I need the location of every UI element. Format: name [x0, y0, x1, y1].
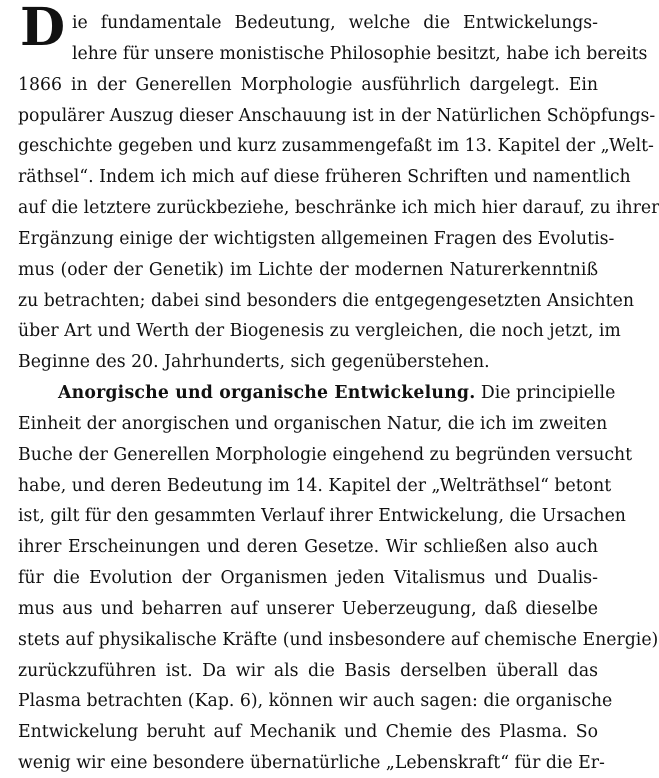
text-line: wenig wir eine besondere übernatürliche „Lebenskraft“ für die Er- [18, 753, 605, 773]
text-line: zu betrachten; dabei sind besonders die entgegengesetzten Ansichten [18, 291, 634, 311]
drop-cap: D [20, 0, 66, 58]
text-line: räthsel“. Indem ich mich auf diese früheren Schriften und namentlich [18, 167, 631, 187]
text-line: über Art und Werth der Biogenesis zu vergleichen, die noch jetzt, im [18, 321, 621, 341]
text-line: auf die letztere zurückbeziehe, beschränke ich mich hier darauf, zu ihrer [18, 198, 659, 218]
text-line: Entwickelung beruht auf Mechanik und Chemie des Plasma. So [18, 722, 598, 742]
text-line: Plasma betrachten (Kap. 6), können wir auch sagen: die organische [18, 691, 613, 711]
text-line: lehre für unsere monistische Philosophie besitzt, habe ich bereits [72, 44, 648, 64]
text-line: 1866 in der Generellen Morphologie ausführlich dargelegt. Ein [18, 75, 598, 95]
text-line: Einheit der anorgischen und organischen Natur, die ich im zweiten [18, 414, 608, 434]
text-line: Ergänzung einige der wichtigsten allgemeinen Fragen des Evolutis- [18, 229, 615, 249]
text-line: ie fundamentale Bedeutung, welche die Entwickelungs- [72, 13, 598, 33]
text-line: mus aus und beharren auf unserer Ueberzeugung, daß dieselbe [18, 599, 598, 619]
text-line: populärer Auszug dieser Anschauung ist in der Natürlichen Schöpfungs- [18, 106, 656, 126]
text-line: geschichte gegeben und kurz zusammengefaßt im 13. Kapitel der „Welt- [18, 136, 654, 156]
text-line: für die Evolution der Organismen jeden Vitalismus und Dualis- [18, 568, 598, 588]
section-heading: Anorgische und organische Entwickelung. [58, 383, 476, 403]
text-line: Buche der Generellen Morphologie eingehend zu begründen versucht [18, 445, 633, 465]
text-line: ihrer Erscheinungen und deren Gesetze. Wir schließen also auch [18, 537, 598, 557]
text-line: ist, gilt für den gesammten Verlauf ihrer Entwickelung, die Ursachen [18, 506, 626, 526]
section-heading-line: Anorgische und organische Entwickelung. Die principielle [58, 383, 616, 403]
text-line: stets auf physikalische Kräfte (und insbesondere auf chemische Energie) [18, 630, 659, 650]
text-line: Beginne des 20. Jahrhunderts, sich gegenüberstehen. [18, 352, 490, 372]
text-line: habe, und deren Bedeutung im 14. Kapitel der „Welträthsel“ betont [18, 476, 612, 496]
text-line: zurückzuführen ist. Da wir als die Basis derselben überall das [18, 661, 598, 681]
text-line: mus (oder der Genetik) im Lichte der modernen Naturerkenntniß [18, 260, 598, 280]
